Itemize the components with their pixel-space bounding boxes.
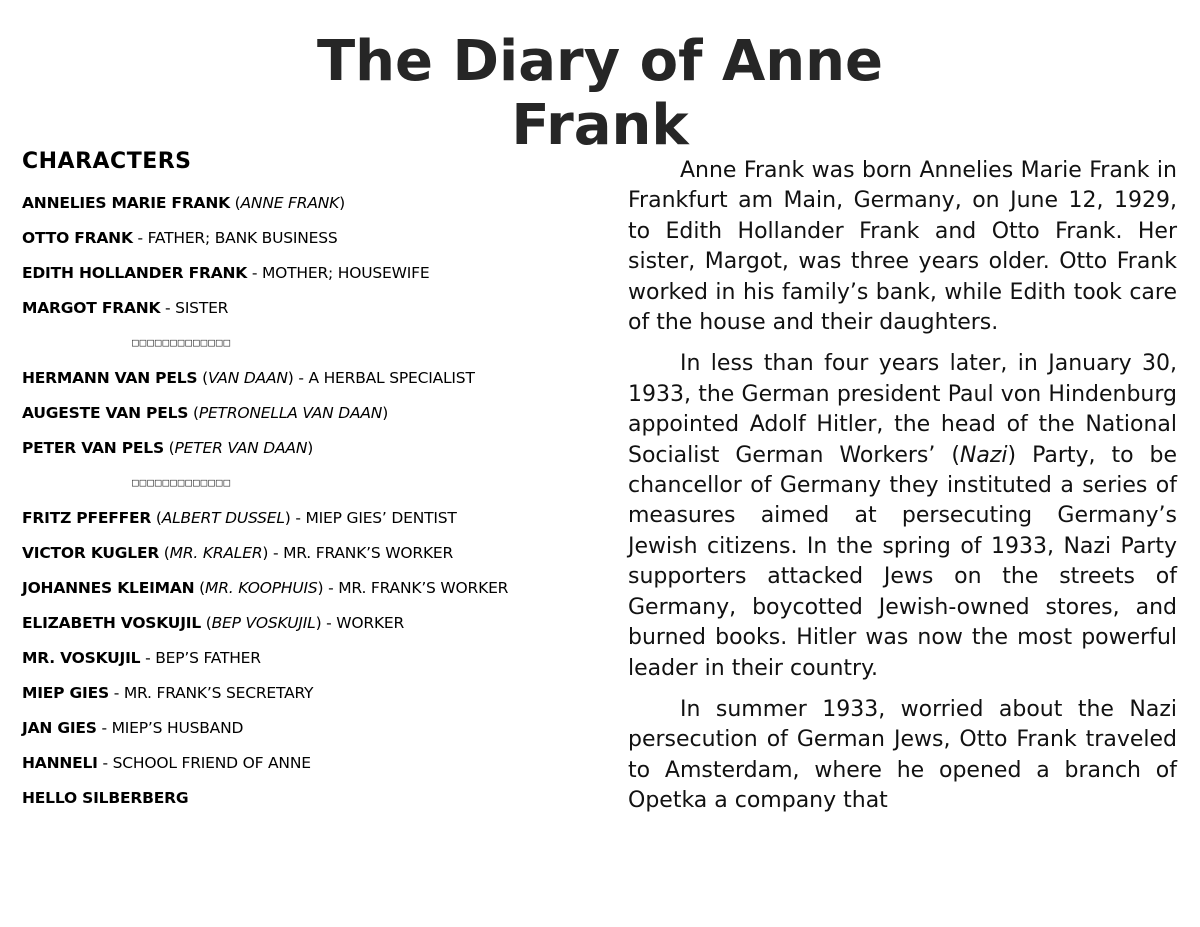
character-line <box>22 298 592 333</box>
characters-list <box>22 148 592 823</box>
character-alias: VAN DAAN <box>207 369 288 387</box>
character-line: ELIZABETH VOSKUJIL (BEP VOSKUJIL) - WORKER <box>22 614 405 632</box>
character-name: OTTO FRANK <box>22 229 133 247</box>
character-line <box>22 753 592 788</box>
character-role: - MOTHER; HOUSEWIFE <box>247 264 430 282</box>
character-alias: MR. KOOPHUIS <box>205 579 318 597</box>
paragraph: Anne Frank was born Annelies Marie Frank in Frankfurt am Main, Germany, on June 12, 1929, to Edith Hollander Frank and Otto Frank. Her sister, Margot, was three years older. Otto Frank worked in his family’s bank, while Edith took care of the house and their daughters. <box>628 158 1177 336</box>
character-name: HELLO SILBERBERG <box>22 789 189 807</box>
character-name: HANNELI <box>22 754 98 772</box>
character-name: VICTOR KUGLER <box>22 544 160 562</box>
character-role: - SCHOOL FRIEND OF ANNE <box>97 754 311 772</box>
character-alias: MR. KRALER <box>169 544 263 562</box>
italic-term: Nazi <box>959 442 1008 468</box>
character-name: EDITH HOLLANDER FRANK <box>22 264 248 282</box>
character-role: - WORKER <box>321 614 405 632</box>
character-line: JOHANNES KLEIMAN (MR. KOOPHUIS) - MR. FRANK’S WORKER <box>22 579 509 597</box>
body-text <box>628 156 1177 828</box>
character-name: JAN GIES <box>22 719 97 737</box>
character-alias: BEP VOSKUJIL <box>211 614 316 632</box>
character-role: - MR. FRANK’S WORKER <box>323 579 509 597</box>
character-alias: ALBERT DUSSEL <box>161 509 285 527</box>
character-name: JOHANNES KLEIMAN <box>22 579 195 597</box>
character-name: MR. VOSKUJIL <box>22 649 141 667</box>
character-alias: PETRONELLA VAN DAAN <box>198 404 383 422</box>
character-role: - BEP’S FATHER <box>140 649 261 667</box>
character-name: AUGESTE VAN PELS <box>22 404 189 422</box>
character-role: - MIEP GIES’ DENTIST <box>290 509 457 527</box>
character-line <box>22 648 592 683</box>
paragraph: In summer 1933, worried about the Nazi persecution of German Jews, Otto Frank traveled to Amsterdam, where he opened a branch of Opetka a company that <box>628 696 1177 814</box>
section-separator: □□□□□□□□□□□□□ <box>132 336 232 349</box>
character-name: PETER VAN PELS <box>22 439 164 457</box>
character-alias: PETER VAN DAAN <box>174 439 308 457</box>
character-alias: ANNE FRANK <box>240 194 340 212</box>
page-title: The Diary of Anne Frank <box>316 29 883 158</box>
character-name: MIEP GIES <box>22 684 109 702</box>
character-line <box>22 228 592 263</box>
character-line: FRITZ PFEFFER (ALBERT DUSSEL) - MIEP GIES’ DENTIST <box>22 509 457 527</box>
character-line: VICTOR KUGLER (MR. KRALER) - MR. FRANK’S WORKER <box>22 544 454 562</box>
section-separator: □□□□□□□□□□□□□ <box>132 476 232 489</box>
characters-heading: CHARACTERS <box>22 149 192 174</box>
character-line: HERMANN VAN PELS (VAN DAAN) - A HERBAL SPECIALIST <box>22 369 475 387</box>
character-line: ANNELIES MARIE FRANK (ANNE FRANK) <box>22 194 345 212</box>
character-name: ANNELIES MARIE FRANK <box>22 194 230 212</box>
character-role: - MR. FRANK’S SECRETARY <box>108 684 314 702</box>
character-role: - MR. FRANK’S WORKER <box>268 544 454 562</box>
paragraph: In less than four years later, in January 30, 1933, the German president Paul von Hindenburg appointed Adolf Hitler, the head of the National Socialist German Workers’ (Nazi) Party, to be chancellor of Germany they instituted a series of measures aimed at persecuting Germany’s Jewish citizens. In the spring of 1933, Nazi Party supporters attacked Jews on the streets of Germany, boycotted Jewish-owned stores, and burned books. Hitler was now the most powerful leader in their country. <box>628 351 1177 681</box>
character-role: - FATHER; BANK BUSINESS <box>132 229 338 247</box>
character-line <box>22 263 592 298</box>
character-role: - SISTER <box>160 299 229 317</box>
character-line: PETER VAN PELS (PETER VAN DAAN) <box>22 439 314 457</box>
character-line <box>22 683 592 718</box>
character-role: - MIEP’S HUSBAND <box>96 719 244 737</box>
character-name: ELIZABETH VOSKUJIL <box>22 614 202 632</box>
character-line: AUGESTE VAN PELS (PETRONELLA VAN DAAN) <box>22 404 389 422</box>
character-line <box>22 788 592 823</box>
character-name: MARGOT FRANK <box>22 299 161 317</box>
character-line <box>22 718 592 753</box>
character-name: FRITZ PFEFFER <box>22 509 152 527</box>
character-name: HERMANN VAN PELS <box>22 369 198 387</box>
character-role: - A HERBAL SPECIALIST <box>293 369 475 387</box>
